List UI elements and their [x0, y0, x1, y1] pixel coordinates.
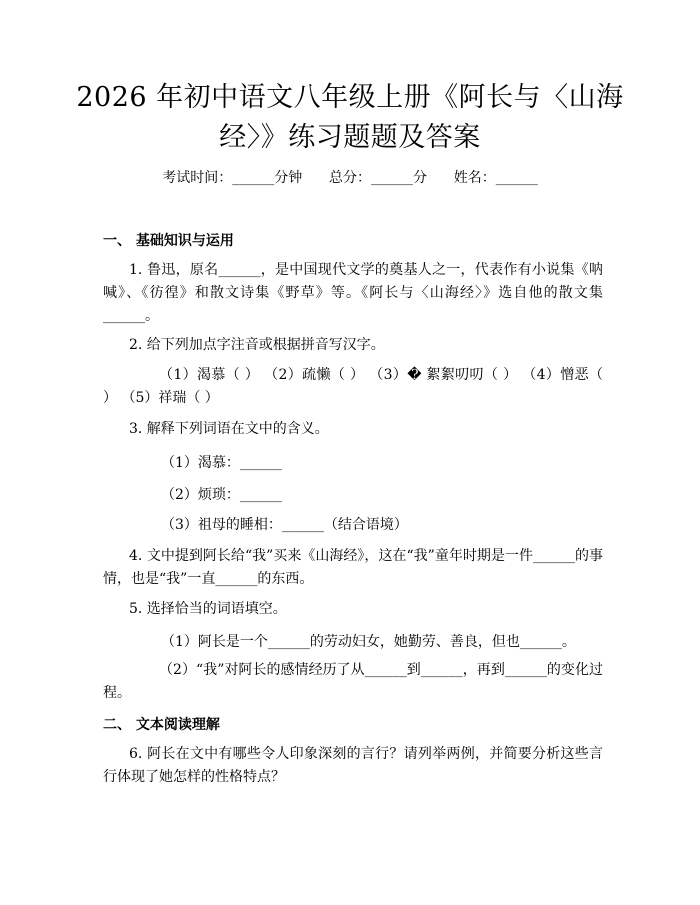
question-2: 2. 给下列加点字注音或根据拼音写汉字。	[129, 337, 385, 353]
question-3: 3. 解释下列词语在文中的含义。	[129, 421, 329, 437]
section-heading-reading: 二、 文本阅读理解	[103, 717, 220, 733]
page-title: 2026 年初中语文八年级上册《阿长与〈山海经〉》练习题题及答案	[76, 82, 624, 153]
question-3-item-3: （3）祖母的睡相：______（结合语境）	[161, 517, 408, 533]
question-3-item-1: （1）渴慕：______	[161, 455, 282, 471]
question-5: 5. 选择恰当的词语填空。	[129, 601, 287, 617]
question-5-item-1: （1）阿长是一个______的劳动妇女，她勤劳、善良，但也______。	[161, 634, 576, 650]
exam-info-line: 考试时间：______分钟 总分：______分 姓名：______	[162, 170, 538, 186]
question-2-items: （1）渴慕（ ） （2）疏懒（ ） （3）� 絮絮叨叨（ ） （4）憎恶（ ） （5）祥瑞（ ）	[103, 367, 603, 406]
question-1: 1. 鲁迅，原名______，是中国现代文学的奠基人之一，代表作有小说集《呐喊》、《彷徨》和散文诗集《野草》等。《阿长与〈山海经〉》选自他的散文集______。	[103, 262, 603, 324]
section-heading-basics: 一、 基础知识与运用	[103, 233, 234, 249]
question-6: 6. 阿长在文中有哪些令人印象深刻的言行？请列举两例，并简要分析这些言行体现了她怎样的性格特点？	[103, 746, 603, 785]
question-4: 4. 文中提到阿长给“我”买来《山海经》，这在“我”童年时期是一件______的事情，也是“我”一直______的东西。	[103, 548, 603, 587]
question-5-item-2: （2）“我”对阿长的感情经历了从______到______，再到______的变化过程。	[103, 662, 603, 701]
question-3-item-2: （2）烦琐：______	[161, 487, 282, 503]
